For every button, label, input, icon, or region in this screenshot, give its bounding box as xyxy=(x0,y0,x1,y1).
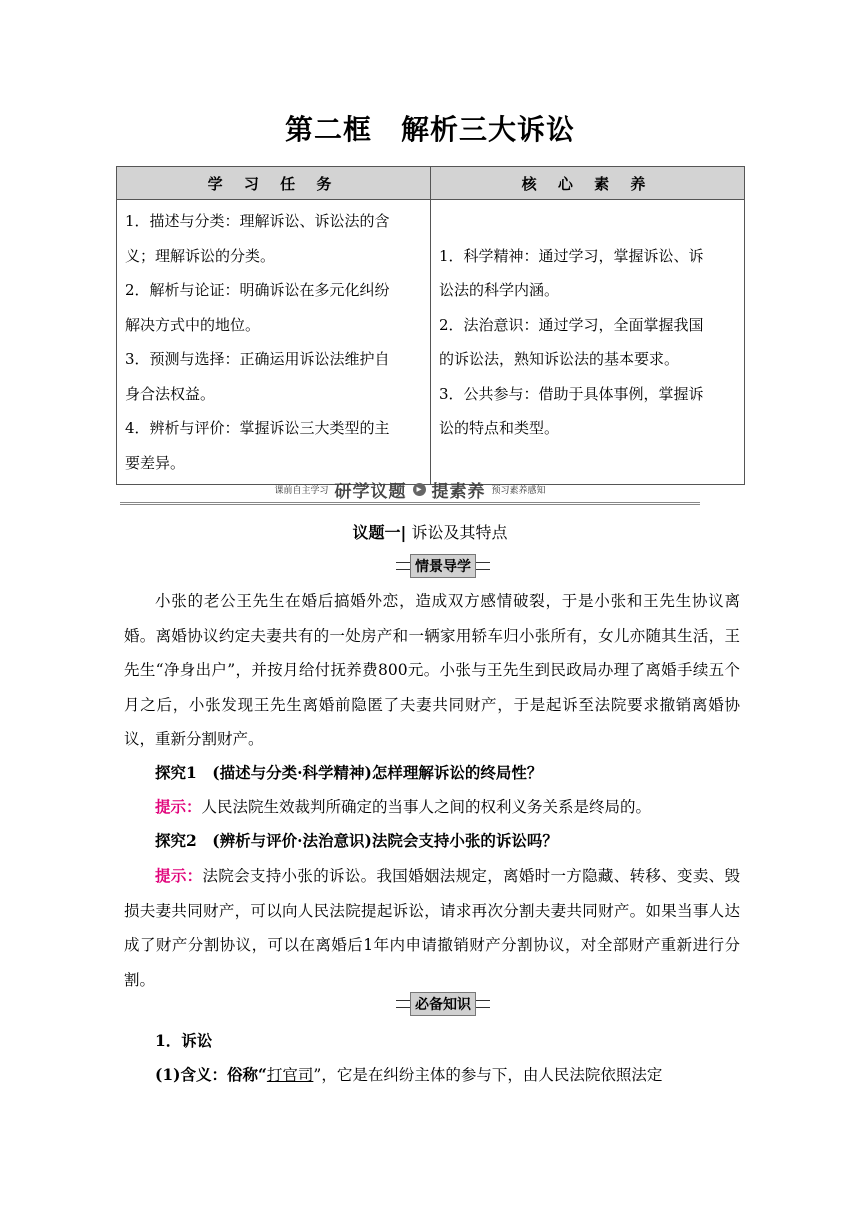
banner-right-text: 预习素养感知 xyxy=(491,485,546,496)
page-title: 第二框 解析三大诉讼 xyxy=(284,113,575,146)
knowledge-tag-label: 必备知识 xyxy=(410,992,476,1016)
scene-tag-label: 情景导学 xyxy=(410,554,476,578)
hint-label: 提示： xyxy=(155,797,202,816)
task-line: 义；理解诉讼的分类。 xyxy=(125,246,276,265)
competency-line: 2．法治意识：通过学习，全面掌握我国 xyxy=(439,315,704,334)
definition-prefix: (1)含义：俗称“ xyxy=(155,1065,267,1084)
task-line: 2．解析与论证：明确诉讼在多元化纠纷 xyxy=(125,281,390,299)
definition-suffix: ”，它是在纠纷主体的参与下，由人民法院依照法定 xyxy=(313,1066,663,1084)
competency-line: 讼的特点和类型。 xyxy=(439,419,560,437)
tag-bar-right xyxy=(476,1000,490,1008)
table-header-tasks: 学 习 任 务 xyxy=(117,167,431,200)
topic-label: 议题一| xyxy=(352,523,407,542)
question-2: 探究2 (辨析与评价·法治意识)法院会支持小张的诉讼吗？ xyxy=(155,831,558,850)
topic-heading xyxy=(0,520,860,543)
competency-line: 的诉讼法，熟知诉讼法的基本要求。 xyxy=(439,350,680,368)
scene-tag xyxy=(396,556,490,576)
banner-left-text: 课前自主学习 xyxy=(274,485,329,496)
story-paragraph: 小张的老公王先生在婚后搞婚外恋，造成双方感情破裂，于是小张和王先生协议离婚。离婚协议约定夫妻共有的一处房产和一辆家用轿车归小张所有，女儿亦随其生活，王先生“净身出户”，并按月给付抚养费800元。小张与王先生到民政局办理了离婚手续五个月之后，小张发现王先生离婚前隐匿了夫妻共同财产，于是起诉至法院要求撤销离婚协议，重新分割财产。 xyxy=(124,592,740,748)
tag-bar-left xyxy=(396,1000,410,1008)
competency-line: 1．科学精神：通过学习，掌握诉讼、诉 xyxy=(439,246,704,265)
arrow-icon: ▸ xyxy=(413,483,426,496)
topic-text: 诉讼及其特点 xyxy=(406,523,508,542)
banner-title-2: 提素养 xyxy=(431,481,486,502)
task-line: 要差异。 xyxy=(125,453,186,472)
answer-2 xyxy=(124,859,740,997)
task-line: 3．预测与选择：正确运用诉讼法维护自 xyxy=(125,350,390,368)
task-line: 身合法权益。 xyxy=(125,384,216,403)
section-banner xyxy=(120,476,700,505)
task-line: 1．描述与分类：理解诉讼、诉讼法的含 xyxy=(125,212,390,230)
tag-bar-left xyxy=(396,562,410,570)
learning-task-table xyxy=(116,166,745,485)
task-line: 4．辨析与评价：掌握诉讼三大类型的主 xyxy=(125,419,390,437)
answer-1-text: 人民法院生效裁判所确定的当事人之间的权利义务关系是终局的。 xyxy=(201,798,652,816)
tasks-cell xyxy=(117,200,431,485)
competencies-cell xyxy=(431,200,745,485)
tag-bar-right xyxy=(476,562,490,570)
answer-2-text: 法院会支持小张的诉讼。我国婚姻法规定，离婚时一方隐藏、转移、变卖、毁损夫妻共同财产，可以向人民法院提起诉讼，请求再次分割夫妻共同财产。如果当事人达成了财产分割协议，可以在离婚后1年内申请撤销财产分割协议，对全部财产重新进行分割。 xyxy=(124,867,740,989)
competency-line: 讼法的科学内涵。 xyxy=(439,281,560,299)
banner-title-1: 研学议题 xyxy=(334,481,407,502)
task-line: 解决方式中的地位。 xyxy=(125,315,261,334)
competency-line: 3．公共参与：借助于具体事例，掌握诉 xyxy=(439,384,704,403)
question-1: 探究1 (描述与分类·科学精神)怎样理解诉讼的终局性？ xyxy=(155,763,543,782)
knowledge-definition xyxy=(124,1058,740,1093)
hint-label: 提示： xyxy=(155,866,203,885)
answer-1 xyxy=(124,790,740,825)
definition-term: 打官司 xyxy=(266,1066,314,1084)
knowledge-tag xyxy=(396,994,490,1014)
knowledge-heading: 1．诉讼 xyxy=(155,1031,213,1050)
table-header-competencies: 核 心 素 养 xyxy=(431,167,745,200)
